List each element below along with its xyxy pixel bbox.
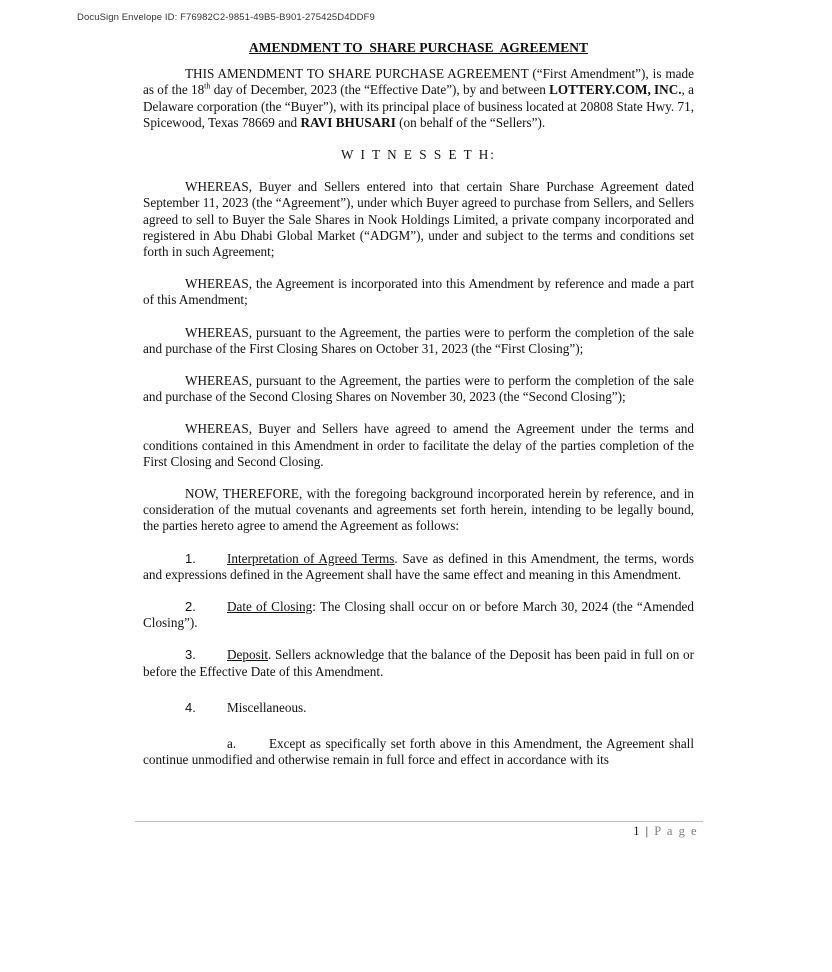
subsection-letter: a. [227,736,237,752]
section-text: . Sellers acknowledge that the balance of the Deposit has been paid in full on or before the Effective Date of this Amendment. [143,647,694,679]
page-separator: | [645,824,650,838]
section-4 [143,700,694,716]
footer-divider [135,821,703,822]
intro-text-1: THIS AMENDMENT TO SHARE PURCHASE AGREEMENT (“First Amendment”), is made as of the 18 [143,66,694,98]
section-number: 4. [185,699,196,715]
recital-paragraph: WHEREAS, Buyer and Sellers have agreed to amend the Agreement under the terms and conditions contained in this Amendment in order to facilitate the delay of the parties completion of the First Closing and Second Closing. [143,421,694,469]
document-title: AMENDMENT TO SHARE PURCHASE AGREEMENT [248,40,589,55]
section-text: : The Closing shall occur on or before March 30, 2024 (the “Amended Closing”). [143,599,694,631]
intro-superscript: th [204,82,211,92]
section-2 [143,599,694,631]
buyer-name: LOTTERY.COM, INC. [549,82,682,98]
section-heading: Interpretation of Agreed Terms [227,550,395,566]
intro-paragraph [143,66,694,131]
witnesseth-heading: W I T N E S S E T H: [341,147,496,163]
section-number: 1. [185,550,196,566]
section-number: 3. [185,647,196,663]
now-therefore-paragraph: NOW, THEREFORE, with the foregoing background incorporated herein by reference, and in consideration of the mutual covenants and agreements set forth herein, intending to be legally bound, the parties hereto agree to amend the Agreement as follows: [143,486,694,534]
document-page [143,40,694,769]
recital-paragraph: WHEREAS, the Agreement is incorporated into this Amendment by reference and made a part of this Amendment; [143,276,694,308]
section-text: . Save as defined in this Amendment, the terms, words and expressions defined in the Agreement shall have the same effect and meaning in this Amendment. [143,550,694,582]
intro-text-3: , a Delaware corporation (the “Buyer”), with its principal place of business located at 20808 State Hwy. 71, Spicewood, Texas 78669 and [143,82,694,130]
recital-paragraph: WHEREAS, Buyer and Sellers entered into that certain Share Purchase Agreement dated September 11, 2023 (the “Agreement”), under which Buyer agreed to purchase from Sellers, and Sellers agreed to sell to Buyer the Sale Shares in Nook Holdings Limited, a private company incorporated and registered in Abu Dhabi Global Market (“ADGM”), under and subject to the terms and conditions set forth in such Agreement; [143,179,694,260]
page-number: 1 [633,824,642,838]
recital-paragraph: WHEREAS, pursuant to the Agreement, the parties were to perform the completion of the sale and purchase of the Second Closing Shares on November 30, 2023 (the “Second Closing”); [143,373,694,405]
page-label: P a g e [654,824,698,838]
intro-text-4: (on behalf of the “Sellers”). [395,114,546,130]
section-number: 2. [185,599,196,615]
section-text: Miscellaneous. [227,699,307,715]
section-1 [143,551,694,583]
section-3 [143,647,694,679]
section-heading: Date of Closing [227,599,313,615]
docusign-envelope-id: DocuSign Envelope ID: F76982C2-9851-49B5-B901-275425D4DDF9 [77,12,375,23]
subsection-text: Except as specifically set forth above in this Amendment, the Agreement shall continue unmodified and otherwise remain in full force and effect in accordance with its [143,736,694,768]
seller-name: RAVI BHUSARI [300,114,396,130]
page-number-footer [633,824,698,839]
section-heading: Deposit [227,647,269,663]
intro-text-2: day of December, 2023 (the “Effective Date”), by and between [210,82,550,98]
subsection-a [143,736,694,768]
recital-paragraph: WHEREAS, pursuant to the Agreement, the parties were to perform the completion of the sale and purchase of the First Closing Shares on October 31, 2023 (the “First Closing”); [143,324,694,356]
